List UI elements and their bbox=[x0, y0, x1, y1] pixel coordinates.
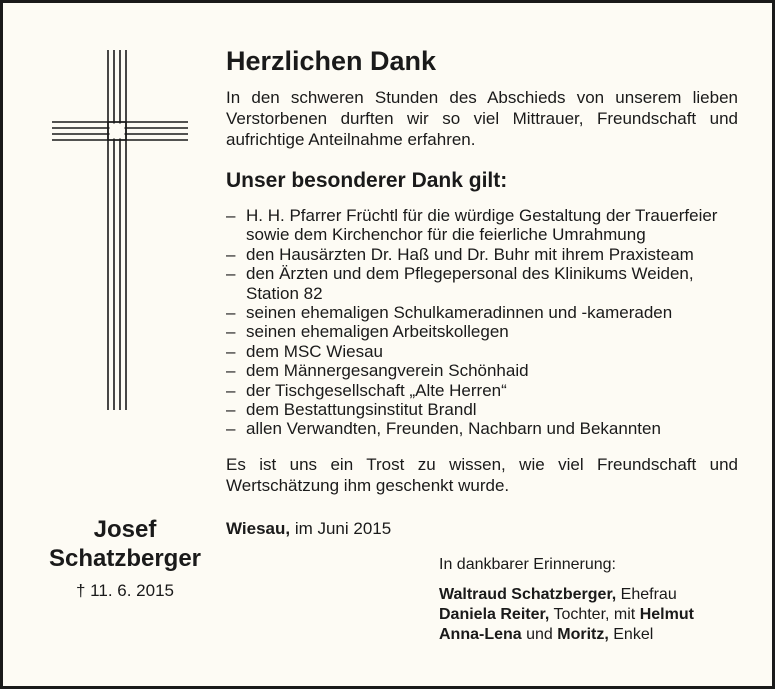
list-item bbox=[226, 245, 738, 264]
thanks-heading: Unser besonderer Dank gilt: bbox=[226, 169, 508, 192]
dash-marker: – bbox=[226, 361, 236, 381]
list-item bbox=[226, 303, 738, 322]
list-item bbox=[226, 322, 738, 341]
signoff-line bbox=[439, 585, 749, 605]
mourner-name: Daniela Reiter, bbox=[439, 606, 550, 623]
deceased-block bbox=[20, 515, 230, 601]
dash-marker: – bbox=[226, 303, 236, 323]
place-date bbox=[226, 518, 738, 539]
list-item-text: dem Bestattungsinstitut Brandl bbox=[246, 400, 477, 420]
dash-marker: – bbox=[226, 341, 236, 361]
list-item-text: seinen ehemaligen Arbeitskollegen bbox=[246, 322, 509, 342]
list-item-text: den Ärzten und dem Pflegepersonal des Klinikums Weiden, Station 82 bbox=[246, 264, 694, 303]
list-item bbox=[226, 400, 738, 419]
list-item-text: den Hausärzten Dr. Haß und Dr. Buhr mit ihrem Praxisteam bbox=[246, 244, 694, 264]
mourner-name: Waltraud Schatzberger, bbox=[439, 586, 617, 603]
deceased-first-name: Josef bbox=[93, 516, 157, 543]
death-date: † 11. 6. 2015 bbox=[76, 581, 174, 600]
place: Wiesau, bbox=[226, 518, 291, 538]
mourner-name: Anna-Lena bbox=[439, 626, 522, 643]
dash-marker: – bbox=[226, 380, 236, 400]
signoff-line bbox=[439, 625, 749, 645]
mourner-role: Tochter, mit bbox=[549, 606, 640, 623]
date: im Juni 2015 bbox=[290, 518, 392, 538]
dash-marker: – bbox=[226, 206, 236, 225]
main-content bbox=[226, 44, 738, 539]
dash-marker: – bbox=[226, 419, 236, 439]
list-item-text: allen Verwandten, Freunden, Nachbarn und Bekannten bbox=[246, 419, 661, 439]
mourner-role: Ehefrau bbox=[616, 586, 677, 603]
list-item-text: der Tischgesellschaft „Alte Herren“ bbox=[246, 380, 507, 400]
list-item bbox=[226, 419, 738, 438]
list-item-text: dem Männergesangverein Schönhaid bbox=[246, 361, 529, 381]
mourner-role: Enkel bbox=[608, 626, 654, 643]
dash-marker: – bbox=[226, 322, 236, 342]
list-item-text: H. H. Pfarrer Früchtl für die würdige Gestaltung der Trauerfeier sowie dem Kirchenchor für die feierliche Umrahmung bbox=[246, 206, 718, 245]
signoff-block bbox=[439, 555, 749, 645]
dash-marker: – bbox=[226, 400, 236, 420]
deceased-last-name: Schatzberger bbox=[48, 545, 202, 572]
list-item bbox=[226, 206, 738, 245]
connector-text: und bbox=[521, 626, 558, 643]
list-item bbox=[226, 342, 738, 361]
mourner-name: Moritz, bbox=[557, 626, 609, 643]
dash-marker: – bbox=[226, 244, 236, 264]
intro-paragraph: In den schweren Stunden des Abschieds von unserem lieben Verstorbenen durften wir so viel Mittrauer, Freundschaft und aufrichtige Anteilnahme erfahren. bbox=[226, 88, 738, 149]
list-item-text: seinen ehemaligen Schulkameradinnen und -kameraden bbox=[246, 303, 673, 323]
closing-paragraph: Es ist uns ein Trost zu wissen, wie viel Freundschaft und Wertschätzung ihm geschenkt wurde. bbox=[226, 454, 738, 495]
cross-icon bbox=[52, 50, 188, 410]
mourner-name: Helmut bbox=[639, 606, 694, 623]
list-item bbox=[226, 381, 738, 400]
list-item bbox=[226, 361, 738, 380]
page-title: Herzlichen Dank bbox=[226, 46, 437, 76]
signoff-line bbox=[439, 605, 749, 625]
dash-marker: – bbox=[226, 264, 236, 284]
list-item bbox=[226, 264, 738, 303]
thanks-list bbox=[226, 206, 738, 439]
list-item-text: dem MSC Wiesau bbox=[246, 341, 383, 361]
signoff-intro: In dankbarer Erinnerung: bbox=[439, 556, 616, 573]
